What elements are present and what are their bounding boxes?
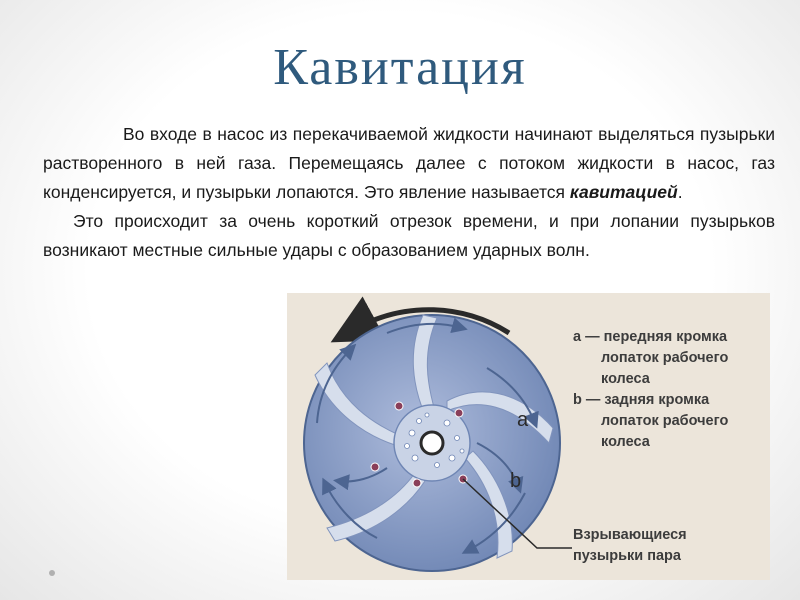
bullet-dot [49, 570, 55, 576]
paragraph-1 [43, 120, 775, 207]
figure-legend [573, 327, 783, 453]
legend-b-line-1: b — задняя кромка [573, 392, 710, 408]
label-b: b [510, 470, 522, 492]
figure-callout [573, 525, 783, 567]
callout-line-2: пузырьки пара [573, 548, 681, 564]
impeller-hub [421, 432, 443, 454]
paragraph-2: Это происходит за очень короткий отрезок времени, и при лопании пузырьков возникают местные сильные удары с образованием ударных волн. [43, 211, 775, 260]
body-text [43, 120, 775, 265]
term-cavitation: кавитацией [569, 182, 678, 202]
legend-a-line-1: а — передняя кромка [573, 329, 728, 345]
callout-line-1: Взрывающиеся [573, 527, 687, 543]
label-a: a [517, 409, 529, 431]
legend-b-line-2: лопаток рабочего [601, 413, 729, 429]
legend-a-line-2: лопаток рабочего [601, 350, 729, 366]
slide-title: Кавитация [273, 39, 527, 96]
legend-a-line-3: колеса [601, 371, 650, 387]
legend-b-line-3: колеса [601, 434, 650, 450]
paragraph-1-text: Во входе в насос из перекачиваемой жидкости начинают выделяться пузырьки растворенного в ней газа. Перемещаясь далее с потоком жидкости в насос, газ конденсируется, и пузырьки лопаются. Это явление называется [43, 124, 775, 202]
paragraph-1-end: . [677, 182, 683, 202]
